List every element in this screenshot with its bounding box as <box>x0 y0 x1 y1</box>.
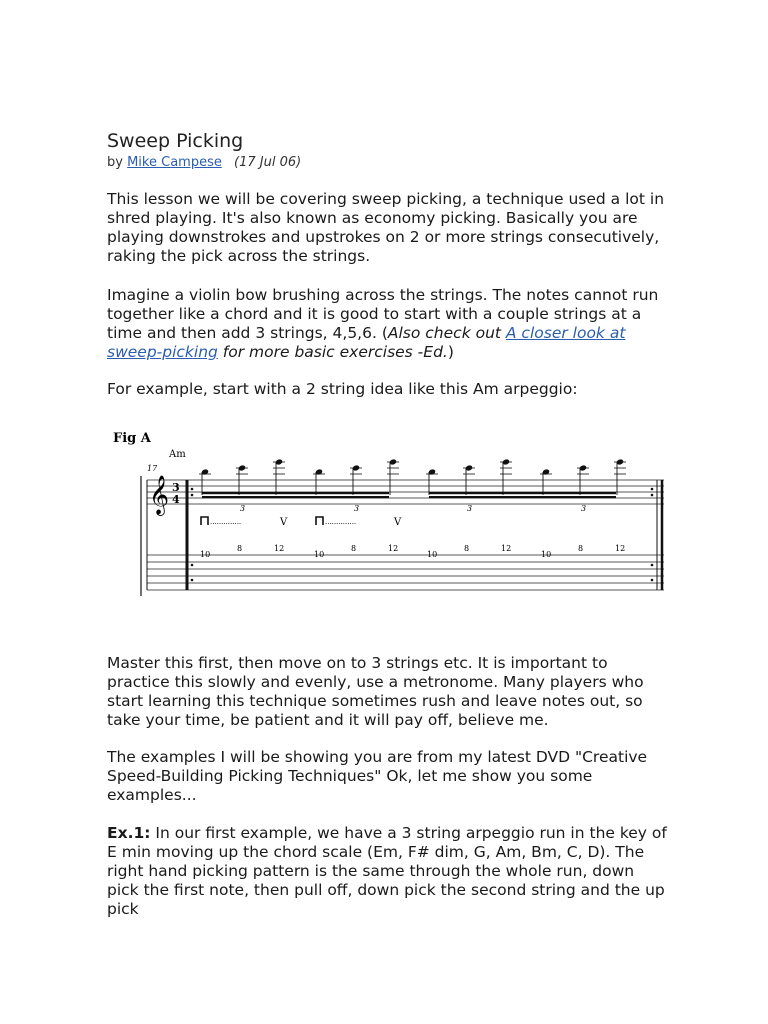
tab-number: 10 <box>200 550 211 559</box>
figure-label: Fig A <box>113 431 151 446</box>
tab-number: 12 <box>615 544 626 553</box>
beam <box>429 492 616 494</box>
downstroke-icon <box>201 517 208 525</box>
paragraph-practice: Master this first, then move on to 3 strings etc. It is important to practice this slowly and evenly, use a metronome. Many players who start learning this technique sometimes rush and leave notes out, so take your time, be patient and it will pay off, believe me. <box>107 654 644 729</box>
tab-lines <box>147 555 664 590</box>
triplet-mark: 3 <box>467 504 473 513</box>
triplet-mark: 3 <box>354 504 360 513</box>
ex1-text: In our first example, we have a 3 string arpeggio run in the key of E min moving up the chord scale (Em, F# dim, G, Am, Bm, C, D). The right hand picking pattern is the same through the whole run, down pick the first note, then pull off, down pick the second string and the up pick <box>107 824 667 918</box>
paragraph-ex1 <box>107 824 667 919</box>
tab-number: 12 <box>501 544 512 553</box>
time-sig-bottom: 4 <box>172 493 180 506</box>
repeat-dots <box>191 488 654 582</box>
tab-number: 12 <box>388 544 399 553</box>
byline <box>107 154 667 172</box>
ex1-label: Ex.1: <box>107 824 151 842</box>
tab-number: 10 <box>541 550 552 559</box>
tab-number: 8 <box>464 544 470 553</box>
downstroke-icon <box>316 517 323 525</box>
tab-number: 8 <box>351 544 357 553</box>
stroke-dots: .............. <box>210 518 242 526</box>
tab-number: 10 <box>427 550 438 559</box>
tab-numbers <box>200 544 625 559</box>
paragraph-example: For example, start with a 2 string idea like this Am arpeggio: <box>107 380 578 398</box>
pick-strokes <box>201 517 402 528</box>
treble-clef-icon: 𝄞 <box>149 475 170 515</box>
editor-note-a: Also check out <box>387 324 506 342</box>
stroke-dots: .............. <box>325 518 357 526</box>
tab-number: 10 <box>314 550 325 559</box>
sweep-picking-link-label: A closer look at sweep-picking <box>107 324 626 361</box>
time-sig-top: 3 <box>172 481 180 494</box>
tab-number: 8 <box>237 544 243 553</box>
beam <box>429 496 616 498</box>
tab-number: 12 <box>274 544 285 553</box>
paren-close: ) <box>447 343 454 361</box>
article <box>107 128 667 918</box>
article-title: Sweep Picking <box>107 130 244 152</box>
measure-number: 17 <box>147 464 158 473</box>
beam <box>202 496 389 498</box>
author-link[interactable]: Mike Campese <box>127 155 222 170</box>
editor-note-b: for more basic exercises -Ed. <box>217 343 448 361</box>
figure-a <box>109 426 675 606</box>
upstroke-icon: V <box>280 517 288 528</box>
tab-number: 8 <box>578 544 584 553</box>
tab-notation <box>109 426 675 606</box>
beam <box>202 492 389 494</box>
paragraph-violin-text: Imagine a violin bow brushing across the strings. The notes cannot run together like a chord and it is good to start with a couple strings at a time and then add 3 strings, 4,5,6. ( <box>107 286 659 342</box>
paragraph-intro: This lesson we will be covering sweep picking, a technique used a lot in shred playing. It's also known as economy picking. Basically you are playing downstrokes and upstrokes on 2 or more strings consecutively, raking the pick across the strings. <box>107 190 665 265</box>
paragraph-dvd: The examples I will be showing you are from my latest DVD "Creative Speed-Building Picking Techniques" Ok, let me show you some examples... <box>107 748 648 804</box>
paragraph-violin <box>107 286 667 362</box>
triplet-mark: 3 <box>240 504 246 513</box>
by-prefix: by <box>107 155 123 170</box>
triplet-mark: 3 <box>581 504 587 513</box>
chord-label: Am <box>169 449 186 460</box>
upstroke-icon: V <box>394 517 402 528</box>
article-date: (17 Jul 06) <box>234 155 302 170</box>
